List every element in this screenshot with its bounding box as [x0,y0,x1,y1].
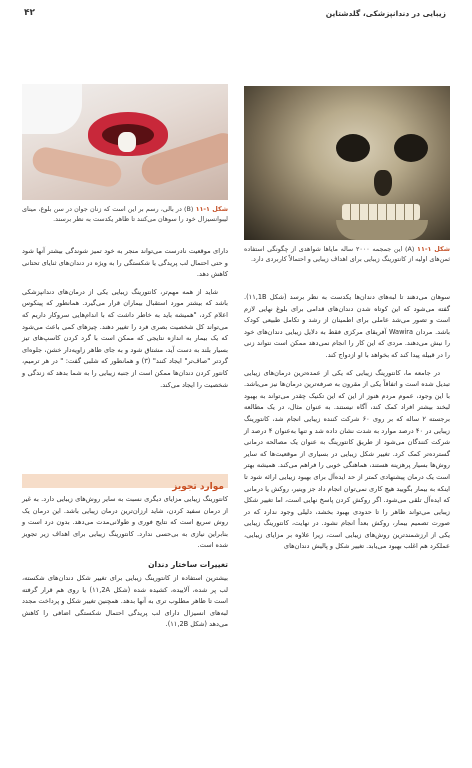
mouth-photo [22,84,228,200]
photo-tooth [118,132,136,152]
skull-nose [374,170,392,196]
left-column-text-top [22,246,228,391]
figure-left-text: (B) در بالی، رسم بر این است که زنان جوان در سن بلوغ، مینای لیبوانسیزال خود را سوهان می‌کنند تا ظاهر یکدست به نظر برسند. [22,205,228,223]
skull-eye-left [336,134,370,162]
section-heading-box [22,474,228,492]
figure-right-label: شکل ۱-۱۱ [417,245,450,253]
figure-right-text: (A) این جمجمه ۲۰۰۰ ساله مایاها شواهدی از چگونگی استفاده ثمن‌های اولیه از کانتورینگ زیبایی برای اهداف زیبایی و احتمالاً کاربردی دارد. [244,245,450,263]
skull-teeth [342,204,420,220]
figure-right-caption [244,244,450,264]
section-title: موارد تجویز [172,482,224,492]
paragraph: سوهان می‌دهند تا لبه‌های دندان‌ها یکدست به نظر برسد (شکل ۱۱,1B). گفته می‌شود که این کوتاه شدن دندان‌های قدامی برای بلوغ نهایی لازم است و تصور می‌شد عاملی برای اطمینان از رشد و تکامل طبیعی کودک باشد. مردان Wawira آفریقای مرکزی فقط به دلایل زیبایی دندان‌های خود را نیش می‌دهند. مردی که این کار را انجام نمی‌دهد ممکن است نتواند زنی را در قبیله پیدا کند که بخواهد با او ازدواج کند. [244,293,450,359]
left-column-text-bottom [22,494,228,631]
page-header [0,0,472,26]
paragraph: کانتورینگ زیبایی مزایای دیگری نسبت به سایر روش‌های زیبایی دارد. به غیر از درمان سفید کردن، شاید ارزان‌ترین درمان زیبایی باشد. این درمان یک روش سریع است که نتایج فوری و طولانی‌مدت می‌دهد. بدون درد است و بنابراین نیازی به بی‌حسی ندارد. کانتورینگ زیبایی برای اهداف زیر تجویز شده است. [22,495,228,550]
figure-left-label: شکل ۱-۱۱ [195,205,228,213]
page-number: ۴۲ [24,8,35,18]
skull-eye-right [394,134,428,162]
paragraph: بیشترین استفاده از کانتورینگ زیبایی برای تغییر شکل دندان‌های شکسته، لب پر شده، آلاییده، کشیده شده (شکل ۱۱,2A) یا روی هم قرار گرفته است تا ظاهر مطلوب تری به آنها بدهد. همچنین تغییر شکل و پرداخت مجدد لبه‌های انسیزال دارای لب پریدگی احتمال شکستگی اضافی را کاهش می‌دهد (شکل ۱۱,2B). [22,573,228,629]
subsection-title: تغییرات ساختار دندان [148,559,228,569]
running-title: زیبایی در دندانپزشکی، گلدشتاین [325,8,446,18]
figure-left-caption [22,204,228,224]
skull-photo [244,86,450,240]
paragraph: شاید از همه مهم‌تر، کانتورینگ زیبایی یکی از درمان‌های دندانپزشکی باشد که بیشتر مورد استقبال بیماران قرار می‌گیرد. همانطور که پینکوس اعلام کرد، "همیشه باید به خاطر داشت که با اندام‌هایی سروکار داریم که می‌تواند کل شخصیت بصری فرد را تغییر دهند. چیزهای کمی باعث می‌شود که یک بیمار به اندازه نتایجی که ممکن است با گرد کردن کاسپ‌های تیز بسیار بلند به دست آید، مشتاق شود و به جای ظاهر زاویه‌دار خشن، جلوه‌ای گردتر "صاف‌تر" ایجاد کنند" (۳) و همانطور که شلبی گفت: " در هر ترمیم، کانتور کردن دندان‌ها ممکن است از جنبه زیبایی را به شما بدهد که زندگی و شخصیت را ایجاد می‌کند. [22,287,228,389]
skull-jaw [336,220,428,240]
paragraph: در جامعه ما، کانتورینگ زیبایی که یکی از عمده‌ترین درمان‌های زیبایی تبدیل شده است و اتفاقاً یکی از مقرون به صرفه‌ترین درمان‌ها نیز می‌باشد. با این وجود، عموم مردم هنوز از این که این تکنیک چقدر می‌تواند به بهبود لبخند بیشتر افراد کمک کند، آگاه نیستند. به عنوان مثال، در یک مطالعه برجسته ۲ ساله که بر روی ۶۰ شرکت کننده زیبایی انجام شد، کانتورینگ زیبایی در ۴۰ درصد موارد به شدت نشان داده شد و تنها به‌عنوان ۴ درصد از شرکت کنندگان می‌شود از طریق کانتورینگ به عنوان یک مصالحه درمانی گسترده‌تر کمک کرد. تغییر شکل زیبایی در بسیاری از موقعیت‌ها که سایر روش‌ها بسیار پرهزینه هستند، هماهنگی خوبی را فراهم می‌کند. همیشه بهتر است یک درمان پیشنهادی کمتر از حد ایده‌آل برای بهبود زیبایی ارائه شود تا اینکه به بیمار بگویید هیچ کاری نمی‌توان انجام داد جز وینیر، روکش یا درمانی که ایده‌آل تلقی می‌شود. اگر روکش کردن پاسخ نهایی است، اما تغییر شکل زیبایی می‌تواند ظاهر را تا حدودی بهبود بخشد، دلیلی وجود ندارد که در صورت تصمیم بیمار، روکش بعداً انجام نشود. در نهایت، کانتورینگ زیبایی یکی از ارزشمندترین روش‌های زیبایی است، زیرا علاوه بر مزایای زیبایی، عملکرد هم اغلب بهبود می‌یابد. تغییر شکل و پالیش دندان‌های [244,368,450,551]
right-column-text [244,292,450,553]
paragraph: دارای موقعیت نادرست می‌تواند منجر به خود تمیز شوندگی بیشتر آنها شود و حتی احتمال لب پریدگی یا شکستگی را به ویژه در دندان‌های ثنایای تحتانی کاهش دهد. [22,247,228,279]
photo-cloth [22,84,82,134]
